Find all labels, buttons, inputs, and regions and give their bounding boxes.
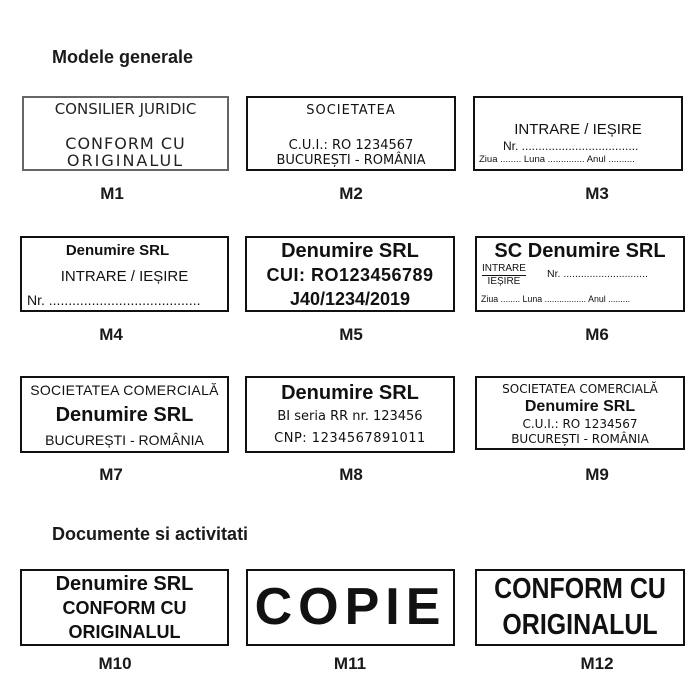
stamp-line: ORIGINALUL — [66, 151, 185, 170]
stamp-label-m2: M2 — [339, 184, 363, 203]
stamp-line: CONFORM CU — [494, 573, 666, 605]
stamp-line: ORIGINALUL — [502, 609, 658, 641]
stamp-line: CNP: 1234567891011 — [274, 431, 426, 446]
stamp-m1[interactable] — [22, 96, 229, 171]
stamp-line: INTRARE / IEȘIRE — [514, 121, 642, 138]
stamp-line: Nr. ....................................... — [27, 292, 201, 308]
stamp-line: CONFORM CU — [62, 598, 187, 618]
stamp-m2[interactable] — [246, 96, 456, 171]
section-title-general: Modele generale — [52, 47, 194, 67]
stamp-line: Denumire SRL — [65, 242, 170, 259]
stamp-label-m1: M1 — [100, 184, 124, 203]
stamp-line: COPIE — [254, 578, 447, 636]
stamp-line: Nr. ................................... — [503, 139, 639, 153]
stamp-line: BI seria RR nr. 123456 — [277, 409, 423, 424]
stamp-line: CONSILIER JURIDIC — [54, 100, 197, 118]
stamp-line: BUCUREȘTI - ROMÂNIA — [45, 432, 204, 448]
stamp-label-m8: M8 — [339, 465, 363, 484]
stamp-label-m11: M11 — [333, 654, 367, 673]
stamp-m6[interactable] — [475, 236, 685, 312]
stamp-line: J40/1234/2019 — [289, 289, 411, 309]
stamp-line: Nr. ............................. — [547, 268, 648, 280]
stamp-line: SOCIETATEA COMERCIALĂ — [30, 382, 219, 398]
stamp-line: Denumire SRL — [55, 404, 194, 426]
stamp-m3[interactable] — [473, 96, 683, 171]
stamp-line: INTRARE / IEȘIRE — [60, 268, 189, 285]
stamp-m8[interactable] — [245, 376, 455, 453]
stamp-line: SC Denumire SRL — [494, 240, 666, 262]
stamp-label-m4: M4 — [99, 325, 123, 344]
stamp-line: BUCUREȘTI - ROMÂNIA — [511, 432, 649, 446]
stamp-line: IEȘIRE — [487, 276, 521, 287]
stamp-label-m6: M6 — [585, 325, 609, 344]
stamp-m7[interactable] — [20, 376, 229, 453]
stamp-line: Denumire SRL — [55, 573, 194, 595]
stamp-label-m12: M12 — [580, 654, 614, 673]
stamp-line: SOCIETATEA — [306, 103, 396, 118]
stamp-line: C.U.I.: RO 1234567 — [288, 138, 414, 153]
stamp-line: Denumire SRL — [281, 382, 419, 404]
stamp-line: INTRARE — [482, 263, 526, 274]
stamp-m5[interactable] — [245, 236, 455, 312]
stamp-m12[interactable] — [475, 569, 685, 646]
stamp-label-m9: M9 — [585, 465, 609, 484]
stamp-line: Denumire SRL — [524, 398, 636, 415]
section-title-documents: Documente si activitati — [52, 524, 249, 544]
stamp-line: SOCIETATEA COMERCIALĂ — [502, 382, 658, 396]
stamp-line: BUCUREȘTI - ROMÂNIA — [276, 153, 426, 168]
stamp-label-m3: M3 — [585, 184, 609, 203]
stamp-line: Denumire SRL — [281, 240, 419, 262]
stamp-m4[interactable] — [20, 236, 229, 312]
stamp-label-m10: M10 — [98, 654, 132, 673]
stamp-line: CONFORM CU — [65, 134, 186, 153]
stamp-m11[interactable] — [246, 569, 455, 646]
stamp-line: C.U.I.: RO 1234567 — [522, 417, 638, 431]
stamp-line: Ziua ........ Luna ................. Anul ......... — [481, 294, 631, 304]
stamp-line: CUI: RO123456789 — [266, 265, 434, 285]
stamp-line: ORIGINALUL — [68, 622, 181, 642]
stamp-m9[interactable] — [475, 376, 685, 450]
stamp-label-m5: M5 — [339, 325, 363, 344]
stamp-line: Ziua ........ Luna .............. Anul .......... — [479, 154, 635, 165]
stamp-label-m7: M7 — [99, 465, 123, 484]
stamp-m10[interactable] — [20, 569, 229, 646]
